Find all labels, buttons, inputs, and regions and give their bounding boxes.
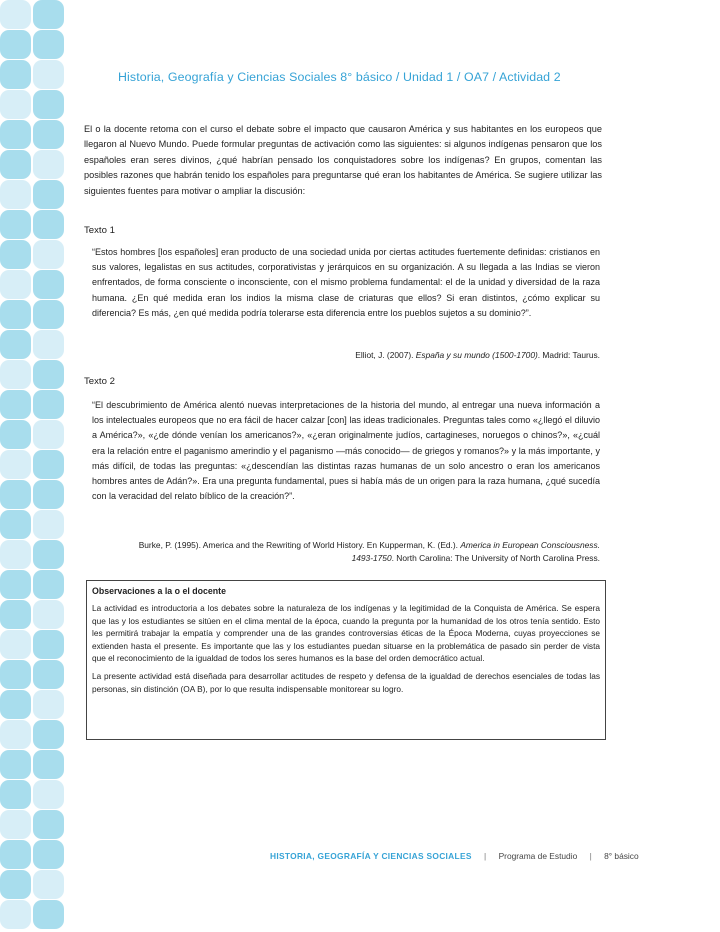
decorative-tile (33, 30, 64, 59)
texto2-cite-rest: . North Carolina: The University of North Carolina Press. (391, 553, 600, 563)
footer-grade: 8° básico (604, 851, 639, 861)
decorative-tile (33, 270, 64, 299)
decorative-tile (33, 510, 64, 539)
decorative-tile (33, 390, 64, 419)
decorative-tile (0, 150, 31, 179)
texto2-label: Texto 2 (84, 376, 115, 387)
decorative-tile (0, 630, 31, 659)
decorative-tile (0, 390, 31, 419)
observations-paragraph-1: La actividad es introductoria a los debates sobre la naturaleza de los indígenas y la legitimidad de la Conquista de América. Se espera que las y los estudiantes se sitúen en el clima mental de la época, cuando la pregunta por la humanidad de los otros tenía sentido. Esto les permitirá trabajar la empatía y comprender una de las grandes controversias éticas de la Época Moderna, cuyas proyecciones se extienden hasta el presente. Es importante que las y los estudiantes puedan situarse en la problemática de pasado sin perder de vista que el reconocimiento de la igualdad de todos los seres humanos es la base del orden democrático actual. (92, 603, 600, 664)
decorative-tile-border (0, 0, 70, 932)
decorative-tile (33, 720, 64, 749)
decorative-tile (0, 360, 31, 389)
decorative-tile (33, 90, 64, 119)
decorative-tile (0, 690, 31, 719)
texto1-quote: “Estos hombres [los españoles] eran producto de una sociedad unida por ciertas actitudes fuertemente definidas: cristianos en sus valores, legalistas en sus actitudes, corporativistas y jerárquicos en su organización. A su llegada a las Indias se vieron enfrentados, de forma consciente o inconsciente, con el mismo problema fundamental: el de la unidad y diversidad de la raza humana. ¿En qué medida eran los indios la misma clase de criaturas que ellos? Si eran distintos, ¿cómo explicar su diferencia? Es más, ¿en qué medida podría tolerarse esta diferencia entre los pueblos sujetos a su dominio?”. (92, 247, 600, 318)
decorative-tile (0, 90, 31, 119)
decorative-tile (33, 570, 64, 599)
page-footer (270, 851, 650, 861)
decorative-tile (0, 750, 31, 779)
decorative-tile (33, 0, 64, 29)
decorative-tile (33, 600, 64, 629)
decorative-tile (33, 120, 64, 149)
observations-title: Observaciones a la o el docente (92, 586, 226, 596)
decorative-tile (33, 660, 64, 689)
decorative-tile (33, 840, 64, 869)
decorative-tile (33, 450, 64, 479)
footer-separator-2: | (589, 851, 592, 861)
intro-paragraph: El o la docente retoma con el curso el debate sobre el impacto que causaron América y sus habitantes en los europeos que llegaron al Nuevo Mundo. Puede formular preguntas de activación como las siguientes: si algunos indígenas pensaron que los españoles eran seres divinos, ¿qué habrían pensado los conquistadores sobre los indígenas? En grupos, comentan las posibles razones que habrán tenido los españoles para preguntarse qué eran los habitantes de América. Se sugiere utilizar las siguientes fuentes para motivar o ampliar la discusión: (84, 124, 602, 196)
texto1-cite-author: Elliot, J. (2007). (355, 350, 416, 360)
decorative-tile (33, 360, 64, 389)
decorative-tile (0, 480, 31, 509)
decorative-tile (33, 240, 64, 269)
decorative-tile (33, 150, 64, 179)
decorative-tile (33, 540, 64, 569)
texto2-cite-author: Burke, P. (1995). America and the Rewriting of World History. En Kupperman, K. (Ed.). (138, 540, 461, 550)
decorative-tile (0, 720, 31, 749)
footer-subject: HISTORIA, GEOGRAFÍA Y CIENCIAS SOCIALES (270, 851, 472, 861)
footer-program: Programa de Estudio (498, 851, 578, 861)
footer-separator: | (484, 851, 487, 861)
decorative-tile (33, 780, 64, 809)
decorative-tile (0, 0, 31, 29)
decorative-tile (0, 810, 31, 839)
decorative-tile (0, 330, 31, 359)
texto2-quote: “El descubrimiento de América alentó nuevas interpretaciones de la historia del mundo, al entregar una nueva información a los intelectuales europeos que no era fácil de hacer calzar [con] las ideas tradicionales. Preguntas tales como «¿llegó el diluvio a América?», «¿de dónde venían los americanos?», «¿eran originalmente judíos, cartagineses, noruegos o chinos?», «¿cuál era la relación entre el paganismo amerindio y el paganismo —más conocido— de griegos y romanos?» y la más importante, y más difícil, de todas las preguntas: «¿descendían las distintas razas humanas de un solo ancestro o eran los americanos hombres antes de Adán?». Era una pregunta fundamental, pues si había más de un origen para la raza humana, ¿qué sucedía con la veracidad del relato bíblico de la creación?”. (92, 400, 600, 502)
texto1-cite-title: España y su mundo (1500-1700) (415, 350, 538, 360)
decorative-tile (33, 300, 64, 329)
decorative-tile (0, 870, 31, 899)
decorative-tile (0, 210, 31, 239)
decorative-tile (0, 540, 31, 569)
decorative-tile (0, 510, 31, 539)
decorative-tile (33, 480, 64, 509)
observations-box (86, 580, 606, 740)
decorative-tile (0, 270, 31, 299)
texto2-cite-title: America in European Consciousness. 1493-1750 (351, 540, 600, 563)
decorative-tile (33, 900, 64, 929)
decorative-tile (33, 60, 64, 89)
texto1-cite-rest: . Madrid: Taurus. (537, 350, 600, 360)
texto1-label: Texto 1 (84, 225, 115, 236)
decorative-tile (0, 570, 31, 599)
decorative-tile (0, 240, 31, 269)
decorative-tile (33, 330, 64, 359)
decorative-tile (33, 180, 64, 209)
observations-paragraph-2: La presente actividad está diseñada para desarrollar actitudes de respeto y defensa de la igualdad de derechos esenciales de todas las personas, sin distinción (OA B), por lo que resulta indispensable monitorear su logro. (92, 670, 600, 694)
decorative-tile (0, 840, 31, 869)
texto1-citation (200, 349, 600, 362)
decorative-tile (0, 900, 31, 929)
decorative-tile (33, 210, 64, 239)
decorative-tile (33, 630, 64, 659)
decorative-tile (0, 780, 31, 809)
decorative-tile (33, 810, 64, 839)
decorative-tile (0, 450, 31, 479)
page-title: Historia, Geografía y Ciencias Sociales 8° básico / Unidad 1 / OA7 / Actividad 2 (118, 70, 561, 84)
decorative-tile (33, 750, 64, 779)
decorative-tile (0, 30, 31, 59)
decorative-tile (0, 300, 31, 329)
decorative-tile (0, 660, 31, 689)
decorative-tile (33, 690, 64, 719)
decorative-tile (33, 420, 64, 449)
decorative-tile (0, 180, 31, 209)
decorative-tile (33, 870, 64, 899)
decorative-tile (0, 600, 31, 629)
decorative-tile (0, 60, 31, 89)
decorative-tile (0, 420, 31, 449)
texto2-citation (132, 539, 600, 565)
decorative-tile (0, 120, 31, 149)
